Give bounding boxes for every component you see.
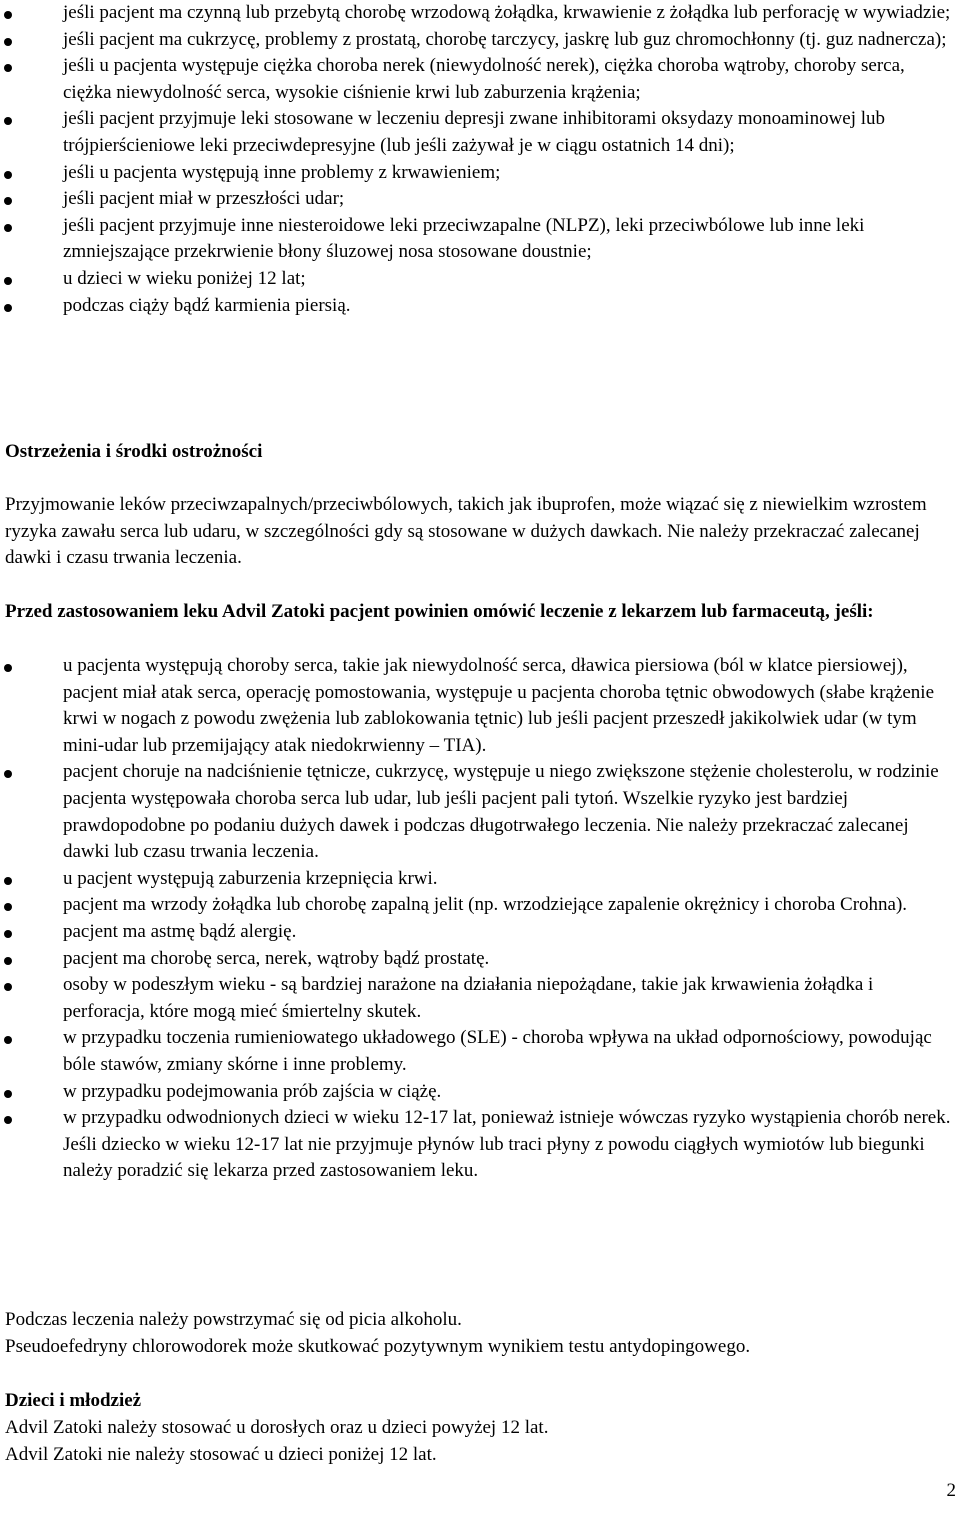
warnings-heading: Ostrzeżenia i środki ostrożności [5,441,263,462]
children-line-1: Advil Zatoki należy stosować u dorosłych oraz u dzieci powyżej 12 lat. [5,1417,549,1438]
list-item: pacjent ma chorobę serca, nerek, wątroby bądź prostatę. [0,946,960,973]
list-item: u pacjenta występują choroby serca, takie jak niewydolność serca, dławica piersiowa (ból w klatce piersiowej), pacjent miał atak serca, operację pomostowania, występuje u pacjenta choroba tętnic obwodowych (słabe krążenie krwi w nogach z powodu zwężenia lub zablokowania tętnic) lub jeśli pacjent przeszedł jakikolwiek udar (w tym mini-udar lub przemijający atak niedokrwienny – TIA). [0,653,960,759]
page-number: 2 [946,1480,956,1501]
contraindications-list [0,0,960,319]
children-line-2: Advil Zatoki nie należy stosować u dzieci poniżej 12 lat. [5,1444,437,1465]
list-item: jeśli pacjent ma czynną lub przebytą chorobę wrzodową żołądka, krwawienie z żołądka lub perforację w wywiadzie; [0,0,960,27]
list-item: pacjent choruje na nadciśnienie tętnicze, cukrzycę, występuje u niego zwiększone stężenie cholesterolu, w rodzinie pacjenta występowała choroba serca lub udar, lub jeśli pacjent pali tytoń. Wszelkie ryzyko jest bardziej prawdopodobne po podaniu dużych dawek i podczas długotrwałego leczenia. Nie należy przekraczać zalecanej dawki lub czasu trwania leczenia. [0,759,960,865]
list-item: pacjent ma astmę bądź alergię. [0,919,960,946]
consult-list [0,653,960,1185]
pseudoephedrine-note: Pseudoefedryny chlorowodorek może skutkować pozytywnym wynikiem testu antydopingowego. [5,1336,751,1357]
consult-heading: Przed zastosowaniem leku Advil Zatoki pacjent powinien omówić leczenie z lekarzem lub farmaceutą, jeśli: [5,601,874,622]
list-item: w przypadku odwodnionych dzieci w wieku 12-17 lat, ponieważ istnieje wówczas ryzyko wystąpienia chorób nerek. Jeśli dziecko w wieku 12-17 lat nie przyjmuje płynów lub traci płyny z powodu ciągłych wymiotów lub biegunki należy poradzić się lekarza przed zastosowaniem leku. [0,1105,960,1185]
list-item: jeśli u pacjenta występują inne problemy z krwawieniem; [0,160,960,187]
warnings-paragraph: Przyjmowanie leków przeciwzapalnych/przeciwbólowych, takich jak ibuprofen, może wiązać się z niewielkim wzrostem ryzyka zawału serca lub udaru, w szczególności gdy są stosowane w dużych dawkach. Nie należy przekraczać zalecanej dawki i czasu trwania leczenia. [5,494,927,569]
list-item: w przypadku toczenia rumieniowatego układowego (SLE) - choroba wpływa na układ odpornościowy, powodując bóle stawów, zmiany skórne i inne problemy. [0,1025,960,1078]
alcohol-note: Podczas leczenia należy powstrzymać się od picia alkoholu. [5,1309,462,1330]
list-item: jeśli pacjent ma cukrzycę, problemy z prostatą, chorobę tarczycy, jaskrę lub guz chromochłonny (tj. guz nadnercza); [0,27,960,54]
list-item: pacjent ma wrzody żołądka lub chorobę zapalną jelit (np. wrzodziejące zapalenie okrężnicy i choroba Crohna). [0,892,960,919]
list-item: u pacjent występują zaburzenia krzepnięcia krwi. [0,866,960,893]
list-item: jeśli pacjent miał w przeszłości udar; [0,186,960,213]
list-item: u dzieci w wieku poniżej 12 lat; [0,266,960,293]
list-item: podczas ciąży bądź karmienia piersią. [0,293,960,320]
children-heading: Dzieci i młodzież [5,1390,142,1411]
list-item: w przypadku podejmowania prób zajścia w ciążę. [0,1079,960,1106]
list-item: jeśli pacjent przyjmuje inne niesteroidowe leki przeciwzapalne (NLPZ), leki przeciwbólowe lub inne leki zmniejszające przekrwienie błony śluzowej nosa stosowane doustnie; [0,213,960,266]
list-item: osoby w podeszłym wieku - są bardziej narażone na działania niepożądane, takie jak krwawienia żołądka i perforacja, które mogą mieć śmiertelny skutek. [0,972,960,1025]
list-item: jeśli pacjent przyjmuje leki stosowane w leczeniu depresji zwane inhibitorami oksydazy monoaminowej lub trójpierścieniowe leki przeciwdepresyjne (lub jeśli zażywał je w ciągu ostatnich 14 dni); [0,106,960,159]
list-item: jeśli u pacjenta występuje ciężka choroba nerek (niewydolność nerek), ciężka choroba wątroby, choroby serca, ciężka niewydolność serca, wysokie ciśnienie krwi lub zaburzenia krążenia; [0,53,960,106]
